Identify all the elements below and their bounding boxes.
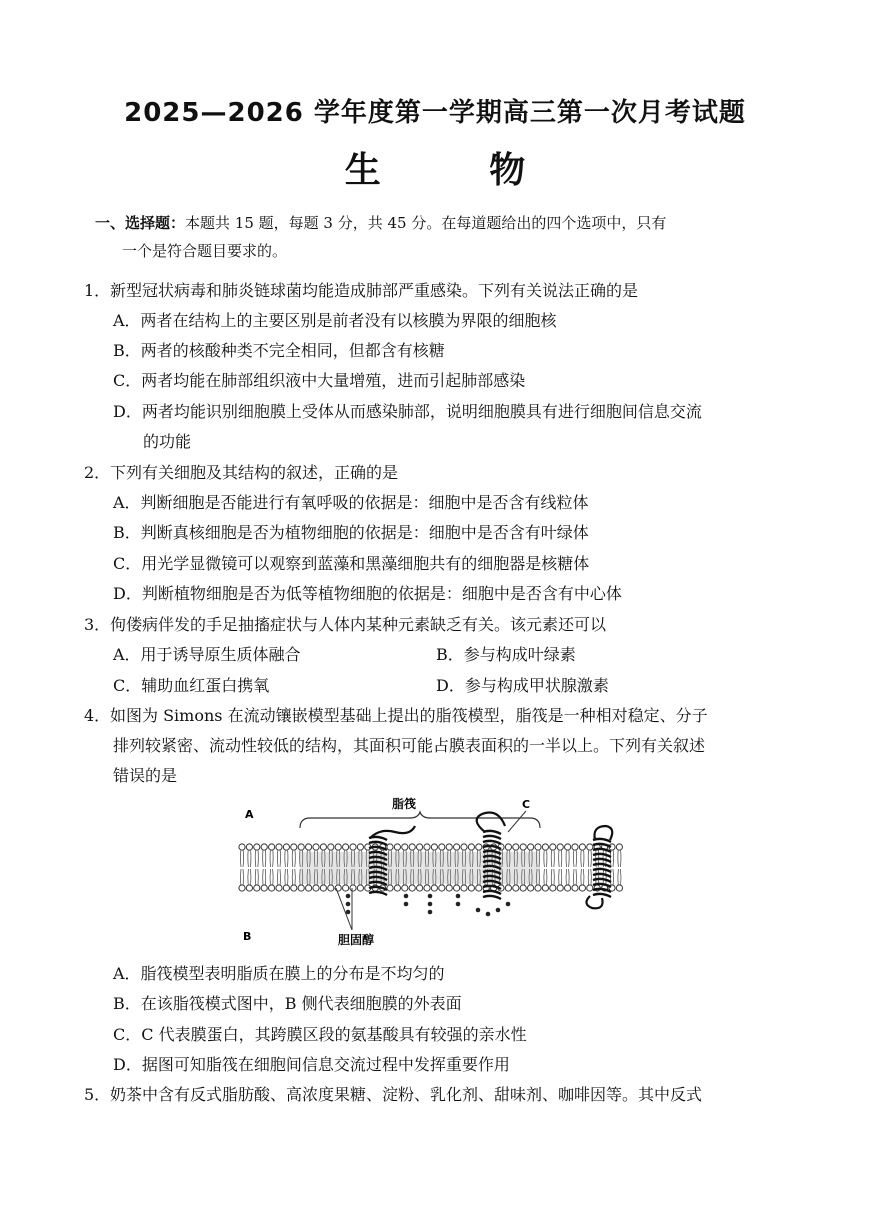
- section-instruction-cont: 一个是符合题目要求的。: [122, 242, 288, 260]
- q4-option-d: D．据图可知脂筏在细胞间信息交流过程中发挥重要作用: [113, 1055, 510, 1074]
- lipid-head: [387, 844, 393, 850]
- glycan-dot: [428, 902, 433, 907]
- exam-title: 2025—2026 学年度第一学期高三第一次月考试题: [124, 98, 746, 128]
- lipid-head: [313, 844, 319, 850]
- lipid-head: [616, 885, 622, 891]
- lipid-head: [587, 885, 593, 891]
- lipid-head: [542, 885, 548, 891]
- lipid-head: [439, 885, 445, 891]
- lipid-head: [269, 844, 275, 850]
- lipid-tail: [551, 869, 554, 885]
- question-4-stem-cont-2: 错误的是: [113, 766, 178, 785]
- lipid-head: [343, 844, 349, 850]
- lipid-tail: [240, 869, 243, 885]
- glycan-dot: [404, 902, 409, 907]
- lipid-head: [254, 885, 260, 891]
- lipid-head: [513, 885, 519, 891]
- question-stem: 新型冠状病毒和肺炎链球菌均能造成肺部严重感染。下列有关说法正确的是: [110, 281, 639, 300]
- lipid-head: [579, 844, 585, 850]
- q1-option-a: A．两者在结构上的主要区别是前者没有以核膜为界限的细胞核: [113, 311, 557, 330]
- raft-region: [300, 852, 540, 884]
- lipid-tail: [255, 850, 258, 867]
- question-number: 3．: [84, 615, 111, 634]
- lipid-tail: [603, 869, 606, 885]
- question-number: 4．: [84, 706, 111, 725]
- lipid-tail: [559, 869, 562, 885]
- glycan-dot: [456, 894, 461, 899]
- lipid-head: [320, 844, 326, 850]
- label-cholesterol: 胆固醇: [338, 933, 375, 947]
- question-4: [84, 705, 708, 727]
- q4-option-a: A．脂筏模型表明脂质在膜上的分布是不均匀的: [113, 964, 445, 983]
- question-stem: 奶茶中含有反式脂肪酸、高浓度果糖、淀粉、乳化剂、甜味剂、咖啡因等。其中反式: [110, 1085, 703, 1104]
- pointer-c: [508, 811, 526, 832]
- lipid-head: [402, 885, 408, 891]
- lipid-head: [616, 844, 622, 850]
- q1-option-c: C．两者均能在肺部组织液中大量增殖，进而引起肺部感染: [113, 371, 526, 390]
- lipid-tail: [285, 869, 288, 885]
- lipid-head: [276, 885, 282, 891]
- lipid-head: [276, 844, 282, 850]
- q3-option-d: D．参与构成甲状腺激素: [436, 676, 609, 695]
- lipid-head: [446, 844, 452, 850]
- lipid-head: [535, 885, 541, 891]
- lipid-head: [394, 844, 400, 850]
- lipid-head: [520, 885, 526, 891]
- question-stem: 下列有关细胞及其结构的叙述，正确的是: [110, 463, 399, 482]
- lipid-head: [579, 885, 585, 891]
- lipid-head: [261, 885, 267, 891]
- lipid-head: [291, 885, 297, 891]
- glycan-dot: [346, 910, 351, 915]
- lipid-head: [417, 844, 423, 850]
- lipid-head: [254, 844, 260, 850]
- lipid-head: [328, 885, 334, 891]
- lipid-head: [520, 844, 526, 850]
- glycan-dot: [428, 910, 433, 915]
- lipid-tail: [588, 869, 591, 885]
- lipid-tail: [277, 869, 280, 885]
- lipid-head: [261, 844, 267, 850]
- lipid-head: [550, 885, 556, 891]
- lipid-head: [431, 885, 437, 891]
- lipid-tail: [581, 869, 584, 885]
- lipid-head: [505, 885, 511, 891]
- lipid-head: [394, 885, 400, 891]
- question-stem: 如图为 Simons 在流动镶嵌模型基础上提出的脂筏模型，脂筏是一种相对稳定、分子: [110, 706, 708, 725]
- lipid-head: [476, 844, 482, 850]
- glycan-dot: [346, 894, 351, 899]
- lipid-head: [557, 885, 563, 891]
- lipid-head: [409, 844, 415, 850]
- question-number: 5．: [84, 1085, 111, 1104]
- label-raft: 脂筏: [392, 797, 417, 811]
- lipid-tail: [292, 850, 295, 867]
- q3-option-a: A．用于诱导原生质体融合: [113, 645, 301, 664]
- lipid-tail: [240, 850, 243, 867]
- lipid-tail: [573, 869, 576, 885]
- section-instruction-text: 本题共 15 题，每题 3 分，共 45 分。在每道题给出的四个选项中，只有: [185, 214, 667, 232]
- lipid-head: [476, 885, 482, 891]
- lipid-tail: [566, 850, 569, 867]
- lipid-tail: [618, 850, 621, 867]
- lipid-tail: [610, 850, 613, 867]
- lipid-head: [402, 844, 408, 850]
- lipid-head: [298, 885, 304, 891]
- lipid-head: [528, 885, 534, 891]
- lipid-tail: [559, 850, 562, 867]
- glycan-dot: [496, 908, 501, 913]
- question-1: [84, 280, 638, 302]
- lipid-tail: [263, 869, 266, 885]
- lipid-head: [431, 844, 437, 850]
- lipid-head: [357, 844, 363, 850]
- q2-option-a: A．判断细胞是否能进行有氧呼吸的依据是：细胞中是否含有线粒体: [113, 493, 589, 512]
- lipid-head: [505, 844, 511, 850]
- lipid-tail: [270, 850, 273, 867]
- lipid-tail: [292, 869, 295, 885]
- lipid-tail: [270, 869, 273, 885]
- lipid-tail: [588, 850, 591, 867]
- lipid-tail: [285, 850, 288, 867]
- q2-option-b: B．判断真核细胞是否为植物细胞的依据是：细胞中是否含有叶绿体: [113, 523, 589, 542]
- lipid-tail: [544, 850, 547, 867]
- protein-loop: [477, 813, 505, 833]
- lipid-head: [283, 844, 289, 850]
- glycan-dot: [404, 894, 409, 899]
- lipid-tail: [277, 850, 280, 867]
- lipid-head: [587, 844, 593, 850]
- lipid-head: [350, 844, 356, 850]
- section-instruction: [95, 212, 666, 234]
- q3-option-c: C．辅助血红蛋白携氧: [113, 676, 270, 695]
- lipid-head: [550, 844, 556, 850]
- question-4-stem-cont: 排列较紧密、流动性较低的结构，其面积可能占膜表面积的一半以上。下列有关叙述: [113, 736, 706, 755]
- lipid-head: [357, 885, 363, 891]
- lipid-head: [409, 885, 415, 891]
- question-stem: 佝偻病伴发的手足抽搐症状与人体内某种元素缺乏有关。该元素还可以: [110, 615, 607, 634]
- glycan-dot: [476, 908, 481, 913]
- lipid-head: [513, 844, 519, 850]
- lipid-head: [468, 844, 474, 850]
- protein-loop: [586, 896, 602, 908]
- glycan-dot: [486, 912, 491, 917]
- lipid-tail: [596, 869, 599, 885]
- lipid-tail: [581, 850, 584, 867]
- question-number: 1．: [84, 281, 111, 300]
- lipid-head: [343, 885, 349, 891]
- lipid-head: [454, 844, 460, 850]
- question-3: [84, 614, 606, 636]
- glycan-dot: [506, 902, 511, 907]
- lipid-head: [572, 885, 578, 891]
- lipid-head: [350, 885, 356, 891]
- lipid-head: [528, 844, 534, 850]
- lipid-head: [328, 844, 334, 850]
- lipid-tail: [263, 850, 266, 867]
- lipid-head: [461, 844, 467, 850]
- lipid-head: [298, 844, 304, 850]
- lipid-head: [269, 885, 275, 891]
- lipid-head: [335, 844, 341, 850]
- cholesterol-pointer-2: [336, 888, 352, 930]
- question-number: 2．: [84, 463, 111, 482]
- lipid-raft-figure: [230, 792, 650, 952]
- lipid-tail: [551, 850, 554, 867]
- glycan-dot: [428, 894, 433, 899]
- lipid-tail: [573, 850, 576, 867]
- lipid-head: [306, 844, 312, 850]
- lipid-head: [542, 844, 548, 850]
- q1-option-b: B．两者的核酸种类不完全相同，但都含有核糖: [113, 341, 445, 360]
- label-c: C: [522, 798, 531, 811]
- q2-option-d: D．判断植物细胞是否为低等植物细胞的依据是：细胞中是否含有中心体: [113, 584, 622, 603]
- lipid-tail: [248, 850, 251, 867]
- subject-title: 生 物: [344, 150, 574, 191]
- lipid-tail: [566, 869, 569, 885]
- label-a: A: [245, 808, 254, 821]
- lipid-head: [572, 844, 578, 850]
- lipid-head: [320, 885, 326, 891]
- q2-option-c: C．用光学显微镜可以观察到蓝藻和黑藻细胞共有的细胞器是核糖体: [113, 554, 590, 573]
- q4-option-b: B．在该脂筏模式图中，B 侧代表细胞膜的外表面: [113, 994, 462, 1013]
- lipid-head: [439, 844, 445, 850]
- lipid-head: [468, 885, 474, 891]
- lipid-head: [313, 885, 319, 891]
- lipid-tail: [544, 869, 547, 885]
- lipid-head: [565, 885, 571, 891]
- question-2: [84, 462, 398, 484]
- question-5: [84, 1084, 702, 1106]
- glycan-dot: [456, 902, 461, 907]
- lipid-head: [239, 885, 245, 891]
- lipid-head: [291, 844, 297, 850]
- lipid-head: [557, 844, 563, 850]
- q1-option-d-cont: 的功能: [143, 432, 192, 451]
- lipid-head: [424, 885, 430, 891]
- lipid-head: [387, 885, 393, 891]
- label-b: B: [243, 930, 252, 943]
- lipid-head: [246, 844, 252, 850]
- lipid-tail: [248, 869, 251, 885]
- lipid-head: [239, 844, 245, 850]
- lipid-head: [461, 885, 467, 891]
- lipid-head: [283, 885, 289, 891]
- lipid-head: [424, 844, 430, 850]
- lipid-head: [246, 885, 252, 891]
- lipid-tail: [618, 869, 621, 885]
- section-heading: 一、选择题：: [95, 214, 186, 232]
- lipid-head: [565, 844, 571, 850]
- lipid-tail: [255, 869, 258, 885]
- q1-option-d: D．两者均能识别细胞膜上受体从而感染肺部，说明细胞膜具有进行细胞间信息交流: [113, 402, 702, 421]
- lipid-head: [306, 885, 312, 891]
- phospholipid-bilayer: [239, 844, 623, 891]
- lipid-head: [535, 844, 541, 850]
- q3-option-b: B．参与构成叶绿素: [436, 645, 576, 664]
- glycan-dot: [346, 902, 351, 907]
- q4-option-c: C．C 代表膜蛋白，其跨膜区段的氨基酸具有较强的亲水性: [113, 1025, 527, 1044]
- lipid-head: [417, 885, 423, 891]
- lipid-head: [454, 885, 460, 891]
- lipid-head: [446, 885, 452, 891]
